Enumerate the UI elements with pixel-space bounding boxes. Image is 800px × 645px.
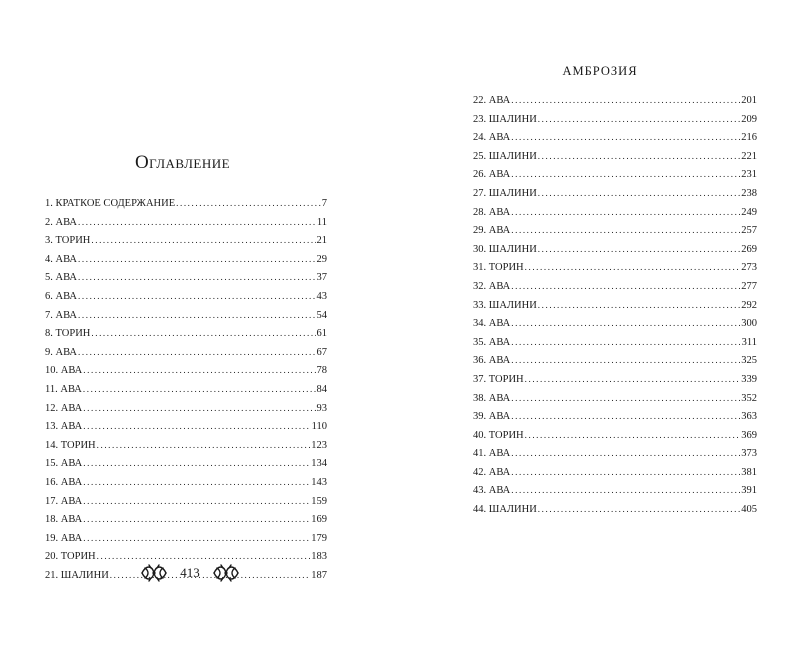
chapter-title: 8. ТОРИН bbox=[45, 328, 91, 340]
chapter-title: 17. АВА bbox=[45, 495, 83, 507]
dot-leader bbox=[91, 324, 315, 343]
dot-leader bbox=[83, 361, 315, 380]
toc-entry bbox=[473, 389, 757, 408]
chapter-title: 14. ТОРИН bbox=[45, 439, 96, 451]
toc-list-right bbox=[473, 91, 757, 519]
chapter-title: 20. ТОРИН bbox=[45, 551, 96, 563]
chapter-title: 13. АВА bbox=[45, 421, 83, 433]
dot-leader bbox=[538, 500, 740, 519]
chapter-title: 7. АВА bbox=[45, 309, 78, 321]
chapter-page-number: 54 bbox=[316, 309, 327, 321]
chapter-title: 44. ШАЛИНИ bbox=[473, 504, 537, 516]
toc-entry bbox=[45, 231, 327, 250]
chapter-title: 33. ШАЛИНИ bbox=[473, 299, 537, 311]
chapter-title: 1. КРАТКОЕ СОДЕРЖАНИЕ bbox=[45, 198, 176, 209]
toc-entry bbox=[45, 343, 327, 362]
dot-leader bbox=[78, 343, 315, 362]
toc-entry bbox=[45, 529, 327, 548]
running-header: АМБРОЗИЯ bbox=[562, 64, 638, 78]
chapter-title: 24. АВА bbox=[473, 132, 511, 144]
chapter-page-number: 238 bbox=[741, 187, 757, 199]
toc-entry bbox=[45, 287, 327, 306]
toc-entry bbox=[473, 444, 757, 463]
chapter-page-number: 221 bbox=[741, 150, 757, 162]
chapter-title: 18. АВА bbox=[45, 514, 83, 526]
chapter-title: 26. АВА bbox=[473, 169, 511, 181]
chapter-title: 9. АВА bbox=[45, 346, 78, 358]
toc-entry bbox=[473, 128, 757, 147]
chapter-page-number: 405 bbox=[741, 504, 757, 516]
chapter-page-number: 143 bbox=[311, 476, 327, 488]
chapter-page-number: 84 bbox=[316, 383, 327, 395]
toc-entry bbox=[473, 463, 757, 482]
chapter-page-number: 187 bbox=[311, 569, 327, 581]
chapter-page-number: 216 bbox=[741, 132, 757, 144]
dot-leader bbox=[511, 203, 740, 222]
chapter-page-number: 363 bbox=[741, 411, 757, 423]
chapter-page-number: 110 bbox=[311, 421, 327, 433]
chapter-page-number: 21 bbox=[316, 235, 327, 247]
chapter-title: 11. АВА bbox=[45, 383, 82, 395]
dot-leader bbox=[97, 436, 311, 455]
dot-leader bbox=[83, 473, 310, 492]
chapter-page-number: 311 bbox=[741, 336, 757, 348]
dot-leader bbox=[78, 268, 315, 287]
chapter-title: 41. АВА bbox=[473, 448, 511, 460]
toc-entry bbox=[473, 221, 757, 240]
chapter-page-number: 269 bbox=[741, 243, 757, 255]
chapter-page-number: 231 bbox=[741, 169, 757, 181]
dot-leader bbox=[83, 492, 310, 511]
chapter-page-number: 123 bbox=[311, 439, 327, 451]
chapter-page-number: 201 bbox=[741, 95, 757, 106]
chapter-title: 22. АВА bbox=[473, 95, 511, 106]
dot-leader bbox=[83, 510, 310, 529]
chapter-title: 27. ШАЛИНИ bbox=[473, 187, 537, 199]
chapter-page-number: 339 bbox=[741, 373, 757, 385]
chapter-title: 21. ШАЛИНИ bbox=[45, 569, 109, 581]
chapter-page-number: 7 bbox=[321, 198, 327, 209]
toc-entry bbox=[473, 184, 757, 203]
chapter-title: 15. АВА bbox=[45, 458, 83, 470]
chapter-title: 38. АВА bbox=[473, 392, 511, 404]
toc-entry bbox=[473, 91, 757, 110]
toc-entry bbox=[473, 110, 757, 129]
toc-entry bbox=[473, 203, 757, 222]
chapter-page-number: 300 bbox=[741, 318, 757, 330]
chapter-title: 31. ТОРИН bbox=[473, 262, 524, 274]
toc-entry bbox=[473, 370, 757, 389]
toc-entry bbox=[45, 268, 327, 287]
dot-leader bbox=[83, 399, 315, 418]
dot-leader bbox=[538, 240, 740, 259]
toc-entry bbox=[45, 213, 327, 232]
toc-entry bbox=[45, 306, 327, 325]
toc-list-left bbox=[45, 194, 327, 584]
toc-entry bbox=[45, 454, 327, 473]
toc-entry bbox=[473, 426, 757, 445]
dot-leader bbox=[511, 165, 740, 184]
toc-entry bbox=[473, 258, 757, 277]
toc-entry bbox=[473, 240, 757, 259]
toc-entry bbox=[473, 165, 757, 184]
dot-leader bbox=[83, 417, 310, 436]
right-page bbox=[400, 0, 800, 645]
dot-leader bbox=[78, 250, 315, 269]
page-title: Оглавление bbox=[134, 152, 231, 173]
chapter-title: 19. АВА bbox=[45, 532, 83, 544]
chapter-page-number: 292 bbox=[741, 299, 757, 311]
toc-entry bbox=[45, 436, 327, 455]
dot-leader bbox=[511, 314, 740, 333]
chapter-title: 4. АВА bbox=[45, 253, 78, 265]
flourish-ornament-icon bbox=[212, 562, 240, 584]
toc-entry bbox=[45, 250, 327, 269]
toc-entry bbox=[45, 380, 327, 399]
chapter-page-number: 159 bbox=[311, 495, 327, 507]
toc-entry bbox=[473, 407, 757, 426]
page-folio bbox=[140, 561, 240, 585]
chapter-page-number: 29 bbox=[316, 253, 327, 265]
toc-entry bbox=[45, 324, 327, 343]
toc-entry bbox=[45, 399, 327, 418]
toc-entry bbox=[45, 361, 327, 380]
dot-leader bbox=[91, 231, 315, 250]
dot-leader bbox=[78, 287, 315, 306]
dot-leader bbox=[511, 444, 740, 463]
toc-entry bbox=[473, 481, 757, 500]
dot-leader bbox=[511, 128, 740, 147]
dot-leader bbox=[511, 407, 740, 426]
chapter-title: 35. АВА bbox=[473, 336, 511, 348]
dot-leader bbox=[511, 481, 740, 500]
chapter-title: 42. АВА bbox=[473, 466, 511, 478]
page-number: 413 bbox=[180, 565, 200, 580]
dot-leader bbox=[83, 454, 310, 473]
dot-leader bbox=[511, 91, 740, 110]
chapter-page-number: 11 bbox=[316, 216, 327, 228]
chapter-page-number: 78 bbox=[316, 365, 327, 377]
toc-entry bbox=[473, 147, 757, 166]
dot-leader bbox=[525, 426, 741, 445]
chapter-page-number: 169 bbox=[311, 514, 327, 526]
chapter-title: 25. ШАЛИНИ bbox=[473, 150, 537, 162]
dot-leader bbox=[78, 213, 316, 232]
chapter-title: 30. ШАЛИНИ bbox=[473, 243, 537, 255]
chapter-page-number: 352 bbox=[741, 392, 757, 404]
chapter-page-number: 179 bbox=[311, 532, 327, 544]
toc-entry bbox=[45, 194, 327, 213]
dot-leader bbox=[525, 370, 741, 389]
chapter-title: 5. АВА bbox=[45, 272, 78, 284]
chapter-page-number: 134 bbox=[311, 458, 327, 470]
flourish-ornament-icon bbox=[140, 562, 168, 584]
chapter-page-number: 273 bbox=[741, 262, 757, 274]
dot-leader bbox=[78, 306, 315, 325]
chapter-page-number: 249 bbox=[741, 206, 757, 218]
toc-entry bbox=[473, 333, 757, 352]
dot-leader bbox=[83, 529, 310, 548]
dot-leader bbox=[538, 184, 740, 203]
chapter-page-number: 209 bbox=[741, 113, 757, 125]
chapter-page-number: 183 bbox=[311, 551, 327, 563]
toc-entry bbox=[473, 296, 757, 315]
dot-leader bbox=[538, 110, 740, 129]
chapter-title: 43. АВА bbox=[473, 485, 511, 497]
chapter-page-number: 373 bbox=[741, 448, 757, 460]
toc-entry bbox=[45, 492, 327, 511]
dot-leader bbox=[511, 277, 740, 296]
chapter-title: 32. АВА bbox=[473, 280, 511, 292]
dot-leader bbox=[511, 221, 740, 240]
dot-leader bbox=[525, 258, 741, 277]
chapter-title: 23. ШАЛИНИ bbox=[473, 113, 537, 125]
dot-leader bbox=[176, 194, 321, 213]
chapter-page-number: 37 bbox=[316, 272, 327, 284]
chapter-title: 36. АВА bbox=[473, 355, 511, 367]
toc-entry bbox=[45, 417, 327, 436]
dot-leader bbox=[538, 296, 740, 315]
dot-leader bbox=[511, 351, 740, 370]
toc-entry bbox=[473, 314, 757, 333]
chapter-title: 12. АВА bbox=[45, 402, 83, 414]
chapter-page-number: 277 bbox=[741, 280, 757, 292]
chapter-title: 3. ТОРИН bbox=[45, 235, 91, 247]
chapter-page-number: 61 bbox=[316, 328, 327, 340]
chapter-title: 34. АВА bbox=[473, 318, 511, 330]
chapter-title: 37. ТОРИН bbox=[473, 373, 524, 385]
chapter-title: 28. АВА bbox=[473, 206, 511, 218]
toc-entry bbox=[473, 500, 757, 519]
chapter-page-number: 67 bbox=[316, 346, 327, 358]
dot-leader bbox=[538, 147, 740, 166]
chapter-title: 29. АВА bbox=[473, 225, 511, 237]
chapter-page-number: 369 bbox=[741, 429, 757, 441]
dot-leader bbox=[511, 333, 740, 352]
dot-leader bbox=[83, 380, 316, 399]
chapter-title: 6. АВА bbox=[45, 290, 78, 302]
chapter-title: 16. АВА bbox=[45, 476, 83, 488]
toc-entry bbox=[45, 473, 327, 492]
chapter-page-number: 325 bbox=[741, 355, 757, 367]
chapter-page-number: 257 bbox=[741, 225, 757, 237]
dot-leader bbox=[511, 463, 740, 482]
toc-entry bbox=[45, 510, 327, 529]
toc-entry bbox=[473, 351, 757, 370]
toc-entry bbox=[473, 277, 757, 296]
chapter-title: 10. АВА bbox=[45, 365, 83, 377]
chapter-page-number: 93 bbox=[316, 402, 327, 414]
dot-leader bbox=[511, 389, 740, 408]
chapter-page-number: 43 bbox=[316, 290, 327, 302]
chapter-page-number: 381 bbox=[741, 466, 757, 478]
chapter-title: 40. ТОРИН bbox=[473, 429, 524, 441]
chapter-title: 2. АВА bbox=[45, 216, 78, 228]
chapter-title: 39. АВА bbox=[473, 411, 511, 423]
chapter-page-number: 391 bbox=[741, 485, 757, 497]
